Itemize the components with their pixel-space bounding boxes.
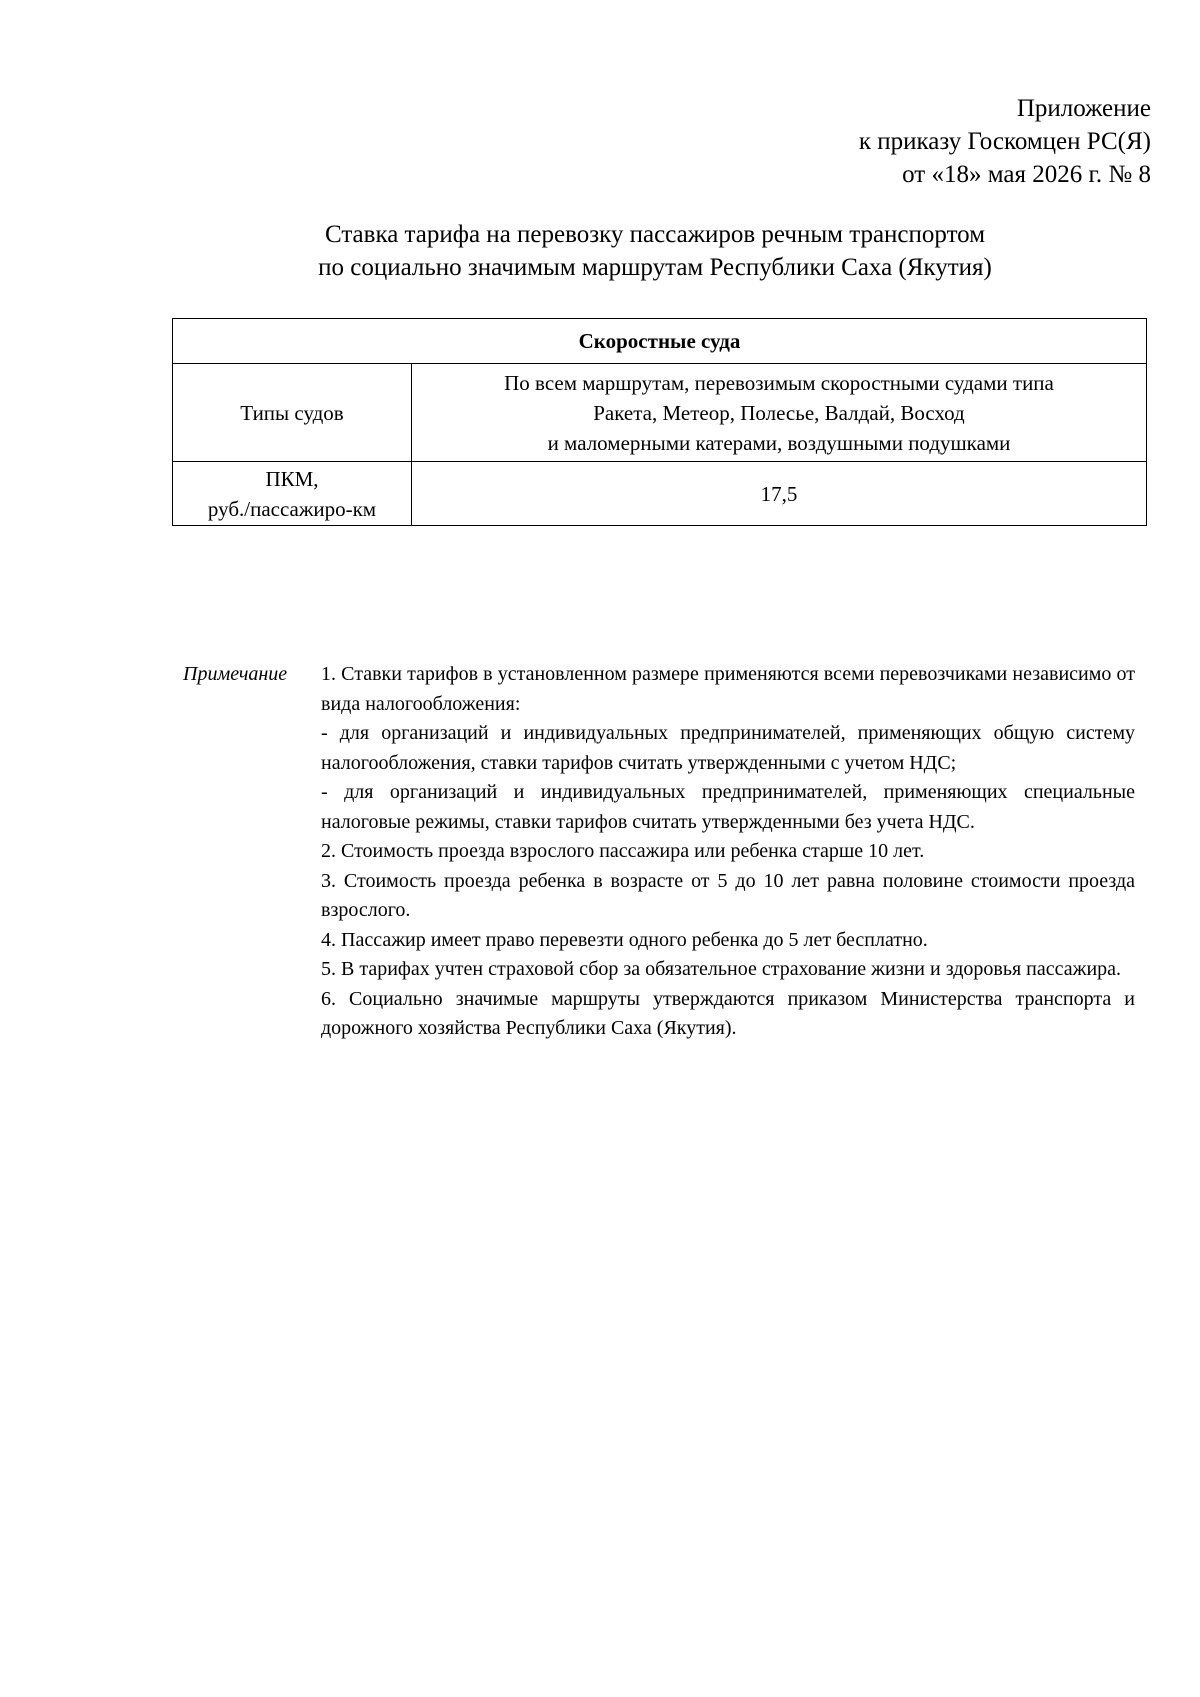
pkm-label-line-2: руб./пассажиро-км xyxy=(207,496,377,521)
appendix-order-ref: к приказу Госкомцен РС(Я) xyxy=(858,128,1151,155)
vessel-types-label: Типы судов xyxy=(173,364,412,462)
routes-line-1: По всем маршрутам, перевозимым скоростными судами типа xyxy=(504,370,1054,395)
document-title-line-2: по социально значимым маршрутам Республики Саха (Якутия) xyxy=(318,254,992,281)
pkm-label-cell xyxy=(173,462,412,526)
appendix-title: Приложение xyxy=(1016,95,1151,122)
note-item: 2. Стоимость проезда взрослого пассажира или ребенка старше 10 лет. xyxy=(321,840,925,862)
note-item: 4. Пассажир имеет право перевезти одного ребенка до 5 лет бесплатно. xyxy=(321,928,928,951)
appendix-header xyxy=(859,92,1151,191)
note-label: Примечание xyxy=(183,663,288,685)
table-row xyxy=(173,364,1147,462)
routes-line-2: Ракета, Метеор, Полесье, Валдай, Восход xyxy=(593,400,965,425)
note-item: - для организаций и индивидуальных предпринимателей, применяющих специальные налоговые режимы, ставки тарифов считать утвержденными без учета НДС. xyxy=(321,781,1135,833)
table-header-row xyxy=(173,319,1147,364)
table-row xyxy=(173,462,1147,526)
note-body xyxy=(321,660,1135,1044)
note-item: 6. Социально значимые маршруты утверждаются приказом Министерства транспорта и дорожного хозяйства Республики Саха (Якутия). xyxy=(321,987,1135,1039)
appendix-order-date: от «18» мая 2026 г. № 8 xyxy=(902,161,1151,188)
pkm-value-cell: 17,5 xyxy=(412,462,1147,526)
routes-description-cell xyxy=(412,364,1147,462)
document-title-line-1: Ставка тарифа на перевозку пассажиров речным транспортом xyxy=(324,221,986,248)
note-item: - для организаций и индивидуальных предпринимателей, применяющих общую систему налогообложения, ставки тарифов считать утвержденными с учетом НДС; xyxy=(321,722,1135,774)
note-item: 1. Ставки тарифов в установленном размере применяются всеми перевозчиками независимо от вида налогообложения: xyxy=(321,663,1135,715)
tariff-table xyxy=(172,318,1147,526)
pkm-label-line-1: ПКМ, xyxy=(265,466,319,491)
note-section xyxy=(183,660,1135,1044)
document-title xyxy=(130,218,1180,284)
table-header-cell: Скоростные суда xyxy=(173,319,1147,364)
note-item: 5. В тарифах учтен страховой сбор за обязательное страхование жизни и здоровья пассажира. xyxy=(321,958,1122,980)
note-item: 3. Стоимость проезда ребенка в возрасте от 5 до 10 лет равна половине стоимости проезда взрослого. xyxy=(321,869,1135,921)
routes-line-3: и маломерными катерами, воздушными подушками xyxy=(547,430,1011,455)
